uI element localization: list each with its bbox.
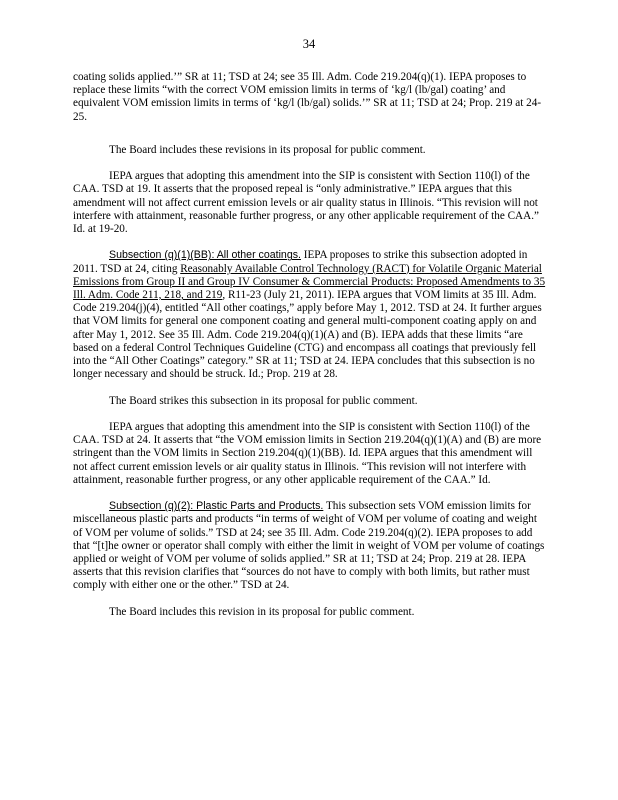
paragraph-4: [73, 249, 548, 381]
paragraph-7: [73, 500, 548, 592]
subsection-heading-q1bb: Subsection (q)(1)(BB): All other coatings.: [109, 249, 301, 262]
subsection-heading-q2: Subsection (q)(2): Plastic Parts and Products.: [109, 500, 324, 513]
paragraph-2: The Board includes these revisions in its proposal for public comment.: [109, 143, 426, 156]
paragraph-1: coating solids applied.’” SR at 11; TSD at 24; see 35 Ill. Adm. Code 219.204(q)(1). IEPA proposes to replace these limits “with the correct VOM emission limits in terms of ‘kg/l (lb/gal) coating’ and equivalent VOM emission limits in terms of ‘kg/l (lb/gal) solids.’” SR at 11; TSD at 24; Prop. 219 at 24-25.: [73, 71, 542, 123]
document-body: [73, 71, 548, 632]
paragraph-5: The Board strikes this subsection in its proposal for public comment.: [109, 394, 418, 407]
page-number: 34: [302, 37, 316, 51]
case-citation: Reasonably Available Control Technology (RACT) for Volatile Organic Material Emissions from Group II and Group IV Consumer & Commercial Products: Proposed Amendments to 35 Ill. Adm. Code 211, 218, and 219: [73, 262, 546, 302]
paragraph-8: The Board includes this revision in its proposal for public comment.: [109, 605, 415, 618]
paragraph-4-text-b: , R11-23 (July 21, 2011). IEPA argues that VOM limits at 35 Ill. Adm. Code 219.204(j)(4), entitled “All other coatings,” apply before May 1, 2012. TSD at 24. It further argues that VOM limits for general one component coating and general multi-component coating apply on and after May 1, 2012. See 35 Ill. Adm. Code 219.204(q)(1)(A) and (B). IEPA adds that these limits “are based on a federal Control Techniques Guideline (CTG) and encompass all coatings that previously fell into the “All Other Coatings” category.” SR at 11; TSD at 24. IEPA concludes that this subsection is no longer necessary and should be struck. Id.; Prop. 219 at 28.: [73, 289, 542, 381]
paragraph-6: IEPA argues that adopting this amendment into the SIP is consistent with Section 110(l) of the CAA. TSD at 24. It asserts that “the VOM emission limits in Section 219.204(q)(1)(A) and (B) are more stringent than the VOM limits in Section 219.204(q)(1)(BB). Id. IEPA argues that this amendment will not affect current emission levels or air quality status in Illinois. “This revision will not interfere with attainment, reasonable further progress, or any other applicable requirement of the CAA.” Id.: [73, 421, 542, 486]
paragraph-4-text-a: IEPA proposes to strike this subsection adopted in 2011. TSD at 24, citing: [73, 249, 528, 275]
paragraph-7-text: This subsection sets VOM emission limits for miscellaneous plastic parts and products “in terms of weight of VOM per volume of coating and weight of VOM per volume of solids.” TSD at 24; see 35 Ill. Adm. Code 219.204(q)(2). IEPA proposes to add that “[t]he owner or operator shall comply with either the limit in weight of VOM per volume of coatings applied or weight of VOM per volume of solids applied.” SR at 11; TSD at 24; Prop. 219 at 28. IEPA asserts that this revision clarifies that “sources do not have to comply with both limits, but rather must comply with either one or the other.” TSD at 24.: [73, 500, 545, 592]
paragraph-3: IEPA argues that adopting this amendment into the SIP is consistent with Section 110(l) of the CAA. TSD at 19. It asserts that the proposed repeal is “only administrative.” IEPA argues that this amendment will not affect current emission levels or air quality status in Illinois. “This revision will not interfere with attainment, reasonable further progress, or any other applicable requirement of the CAA.” Id. at 19-20.: [73, 170, 539, 236]
